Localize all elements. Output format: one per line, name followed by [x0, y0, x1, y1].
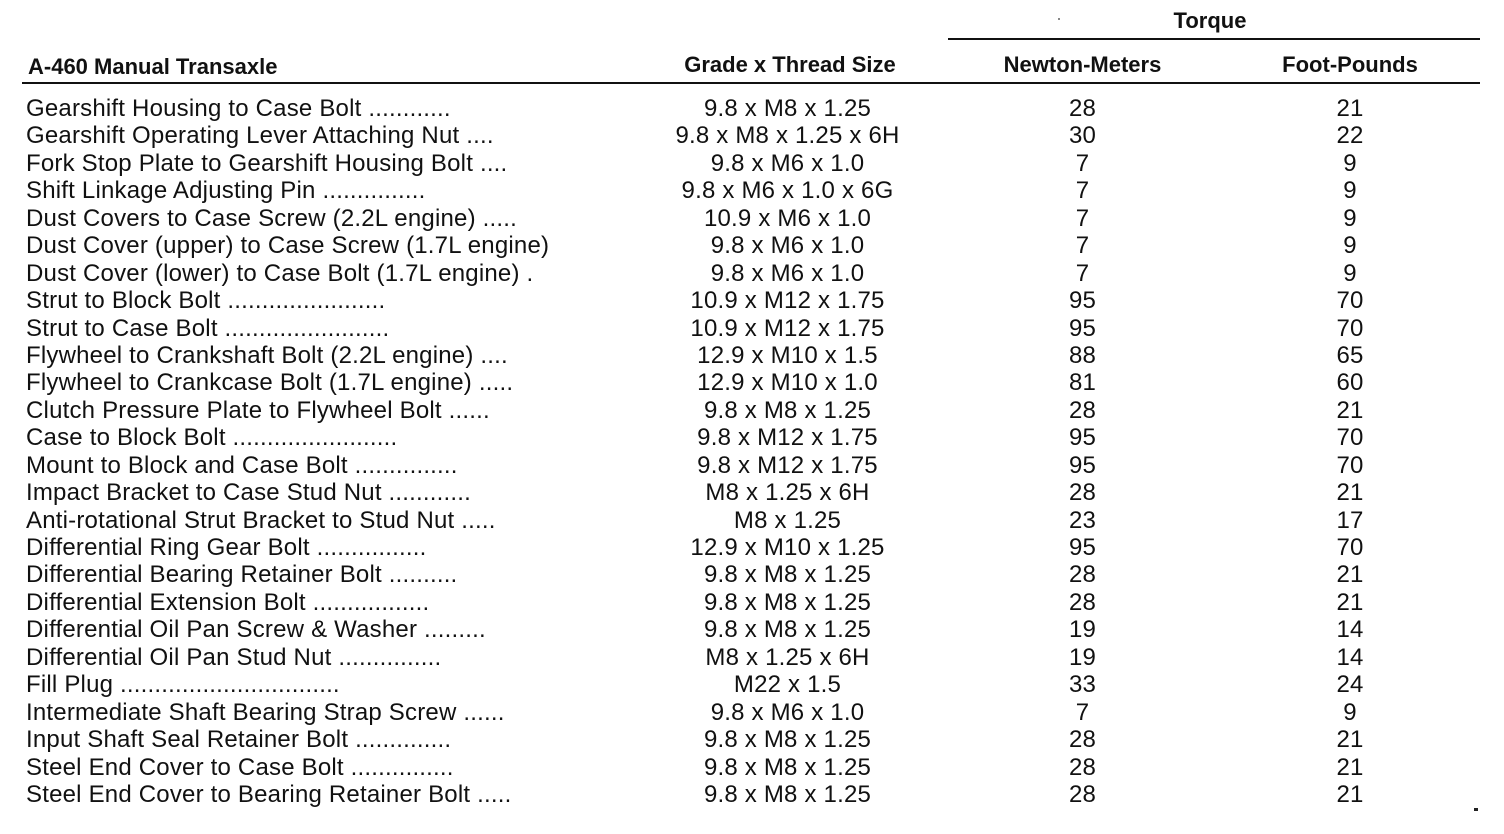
header-rule: [22, 82, 1480, 84]
grade-thread-cell: 9.8 x M12 x 1.75: [697, 424, 878, 452]
table-row: [0, 781, 1504, 808]
grade-thread-cell: 9.8 x M8 x 1.25: [703, 780, 872, 808]
grade-thread-cell: 10.9 x M12 x 1.75: [690, 314, 885, 342]
newton-meters-cell: 7: [1075, 149, 1090, 177]
fastener-name-cell: Impact Bracket to Case Stud Nut ............: [26, 479, 471, 507]
foot-pounds-cell: 21: [1336, 95, 1364, 122]
grade-thread-cell: 9.8 x M6 x 1.0: [710, 698, 865, 726]
foot-pounds-cell: 9: [1343, 698, 1357, 726]
fastener-name-cell: Mount to Block and Case Bolt ...............: [26, 451, 458, 479]
table-row: [0, 424, 1504, 451]
newton-meters-cell: 7: [1075, 204, 1090, 232]
fastener-name-cell: Differential Oil Pan Screw & Washer .........: [26, 616, 486, 644]
fastener-name-cell: Steel End Cover to Bearing Retainer Bolt .....: [26, 780, 512, 808]
newton-meters-cell: 95: [1068, 534, 1097, 561]
fastener-name-cell: Dust Covers to Case Screw (2.2L engine) .....: [26, 204, 517, 232]
foot-pounds-cell: 21: [1336, 396, 1364, 424]
grade-thread-cell: 9.8 x M12 x 1.75: [697, 451, 878, 479]
newton-meters-cell: 28: [1068, 561, 1097, 589]
newton-meters-cell: 28: [1068, 396, 1097, 424]
grade-thread-cell: 9.8 x M6 x 1.0: [710, 259, 865, 287]
newton-meters-cell: 95: [1068, 451, 1097, 479]
foot-pounds-cell: 9: [1343, 259, 1357, 287]
foot-pounds-cell: 9: [1343, 232, 1357, 260]
newton-meters-cell: 23: [1068, 506, 1097, 534]
fastener-name-cell: Differential Oil Pan Stud Nut ...............: [26, 643, 442, 671]
fastener-name-cell: Differential Ring Gear Bolt ................: [26, 534, 427, 561]
fastener-name-cell: Differential Extension Bolt .................: [26, 588, 430, 616]
grade-thread-cell: M22 x 1.5: [733, 671, 842, 699]
fastener-name-cell: Fill Plug ................................: [26, 671, 340, 699]
scan-speck: [1474, 808, 1478, 811]
foot-pounds-cell: 70: [1336, 424, 1364, 452]
table-row: [0, 150, 1504, 177]
table-row: [0, 726, 1504, 753]
foot-pounds-cell: 70: [1336, 451, 1364, 479]
foot-pounds-cell: 21: [1336, 561, 1364, 589]
newton-meters-cell: 88: [1068, 341, 1097, 369]
fastener-name-cell: Flywheel to Crankcase Bolt (1.7L engine) .....: [26, 369, 514, 397]
table-body: [0, 95, 1504, 808]
foot-pounds-cell: 21: [1336, 588, 1364, 616]
grade-thread-cell: M8 x 1.25: [733, 506, 842, 534]
fastener-name-cell: Flywheel to Crankshaft Bolt (2.2L engine) ....: [26, 341, 508, 369]
foot-pounds-cell: 22: [1336, 122, 1364, 150]
fastener-name-cell: Clutch Pressure Plate to Flywheel Bolt ......: [26, 396, 490, 424]
fastener-name-cell: Strut to Block Bolt .......................: [26, 287, 386, 315]
newton-meters-column-header: Newton-Meters: [1003, 52, 1162, 77]
foot-pounds-cell: 9: [1343, 204, 1357, 232]
newton-meters-cell: 19: [1068, 643, 1097, 671]
grade-thread-cell: 12.9 x M10 x 1.25: [690, 534, 885, 561]
newton-meters-cell: 28: [1068, 95, 1097, 122]
fastener-name-cell: Shift Linkage Adjusting Pin ...............: [26, 177, 426, 205]
table-row: [0, 232, 1504, 259]
foot-pounds-column-header: Foot-Pounds: [1282, 52, 1418, 77]
grade-thread-cell: 9.8 x M8 x 1.25 x 6H: [675, 122, 900, 150]
foot-pounds-cell: 70: [1336, 287, 1364, 315]
foot-pounds-cell: 14: [1336, 643, 1364, 671]
newton-meters-cell: 95: [1068, 314, 1097, 342]
fastener-name-cell: Steel End Cover to Case Bolt ...............: [26, 753, 454, 781]
grade-thread-cell: 9.8 x M8 x 1.25: [703, 561, 872, 589]
foot-pounds-cell: 60: [1336, 369, 1364, 397]
fastener-name-cell: Differential Bearing Retainer Bolt ..........: [26, 561, 458, 589]
table-row: [0, 589, 1504, 616]
grade-thread-cell: 12.9 x M10 x 1.5: [697, 341, 878, 369]
table-row: [0, 671, 1504, 698]
foot-pounds-cell: 70: [1336, 534, 1364, 561]
foot-pounds-cell: 17: [1336, 506, 1364, 534]
table-row: [0, 287, 1504, 314]
table-row: [0, 534, 1504, 561]
table-row: [0, 699, 1504, 726]
foot-pounds-cell: 21: [1336, 479, 1364, 507]
fastener-name-cell: Dust Cover (upper) to Case Screw (1.7L engine): [26, 232, 550, 260]
grade-thread-cell: 9.8 x M8 x 1.25: [703, 396, 872, 424]
table-row: [0, 177, 1504, 204]
newton-meters-cell: 7: [1075, 232, 1090, 260]
newton-meters-cell: 7: [1075, 177, 1090, 205]
newton-meters-cell: 28: [1068, 753, 1097, 781]
table-row: [0, 95, 1504, 122]
table-row: [0, 644, 1504, 671]
foot-pounds-cell: 21: [1336, 780, 1364, 808]
fastener-name-cell: Dust Cover (lower) to Case Bolt (1.7L engine) .: [26, 259, 534, 287]
fastener-name-cell: Input Shaft Seal Retainer Bolt ..............: [26, 726, 452, 754]
grade-thread-cell: 9.8 x M6 x 1.0 x 6G: [681, 177, 894, 205]
foot-pounds-cell: 9: [1343, 149, 1357, 177]
grade-thread-cell: 9.8 x M6 x 1.0: [710, 232, 865, 260]
grade-column-header: Grade x Thread Size: [684, 52, 896, 77]
grade-thread-cell: 12.9 x M10 x 1.0: [697, 369, 878, 397]
grade-thread-cell: M8 x 1.25 x 6H: [705, 479, 870, 507]
grade-thread-cell: 9.8 x M8 x 1.25: [703, 753, 872, 781]
table-row: [0, 479, 1504, 506]
fastener-name-cell: Fork Stop Plate to Gearshift Housing Bolt ....: [26, 149, 508, 177]
newton-meters-cell: 28: [1068, 479, 1097, 507]
grade-thread-cell: 9.8 x M8 x 1.25: [703, 95, 872, 122]
newton-meters-cell: 30: [1068, 122, 1097, 150]
table-row: [0, 260, 1504, 287]
newton-meters-cell: 28: [1068, 780, 1097, 808]
table-title: A-460 Manual Transaxle: [28, 54, 278, 79]
table-row: [0, 122, 1504, 149]
torque-group-header: Torque: [1173, 8, 1247, 33]
grade-thread-cell: 10.9 x M12 x 1.75: [690, 287, 885, 315]
foot-pounds-cell: 24: [1336, 671, 1364, 699]
newton-meters-cell: 28: [1068, 588, 1097, 616]
foot-pounds-cell: 70: [1336, 314, 1364, 342]
torque-group-rule: [948, 38, 1480, 40]
table-row: [0, 342, 1504, 369]
foot-pounds-cell: 9: [1343, 177, 1357, 205]
newton-meters-cell: 7: [1075, 698, 1090, 726]
foot-pounds-cell: 21: [1336, 726, 1364, 754]
newton-meters-cell: 33: [1068, 671, 1097, 699]
grade-thread-cell: M8 x 1.25 x 6H: [705, 643, 870, 671]
fastener-name-cell: Anti-rotational Strut Bracket to Stud Nut .....: [26, 506, 496, 534]
grade-thread-cell: 9.8 x M8 x 1.25: [703, 588, 872, 616]
table-row: [0, 754, 1504, 781]
table-row: [0, 561, 1504, 588]
fastener-name-cell: Case to Block Bolt ........................: [26, 424, 398, 452]
foot-pounds-cell: 21: [1336, 753, 1364, 781]
fastener-name-cell: Gearshift Operating Lever Attaching Nut ....: [26, 122, 494, 150]
newton-meters-cell: 19: [1068, 616, 1097, 644]
table-row: [0, 397, 1504, 424]
newton-meters-cell: 81: [1068, 369, 1097, 397]
grade-thread-cell: 10.9 x M6 x 1.0: [703, 204, 872, 232]
scan-speck: [1058, 18, 1060, 20]
table-row: [0, 507, 1504, 534]
fastener-name-cell: Strut to Case Bolt ........................: [26, 314, 390, 342]
foot-pounds-cell: 14: [1336, 616, 1364, 644]
table-row: [0, 452, 1504, 479]
newton-meters-cell: 95: [1068, 424, 1097, 452]
table-row: [0, 205, 1504, 232]
newton-meters-cell: 7: [1075, 259, 1090, 287]
foot-pounds-cell: 65: [1336, 341, 1364, 369]
grade-thread-cell: 9.8 x M6 x 1.0: [710, 149, 865, 177]
fastener-name-cell: Gearshift Housing to Case Bolt ............: [26, 95, 451, 122]
grade-thread-cell: 9.8 x M8 x 1.25: [703, 616, 872, 644]
table-row: [0, 616, 1504, 643]
table-row: [0, 315, 1504, 342]
fastener-name-cell: Intermediate Shaft Bearing Strap Screw ......: [26, 698, 505, 726]
grade-thread-cell: 9.8 x M8 x 1.25: [703, 726, 872, 754]
newton-meters-cell: 95: [1068, 287, 1097, 315]
newton-meters-cell: 28: [1068, 726, 1097, 754]
table-row: [0, 369, 1504, 396]
